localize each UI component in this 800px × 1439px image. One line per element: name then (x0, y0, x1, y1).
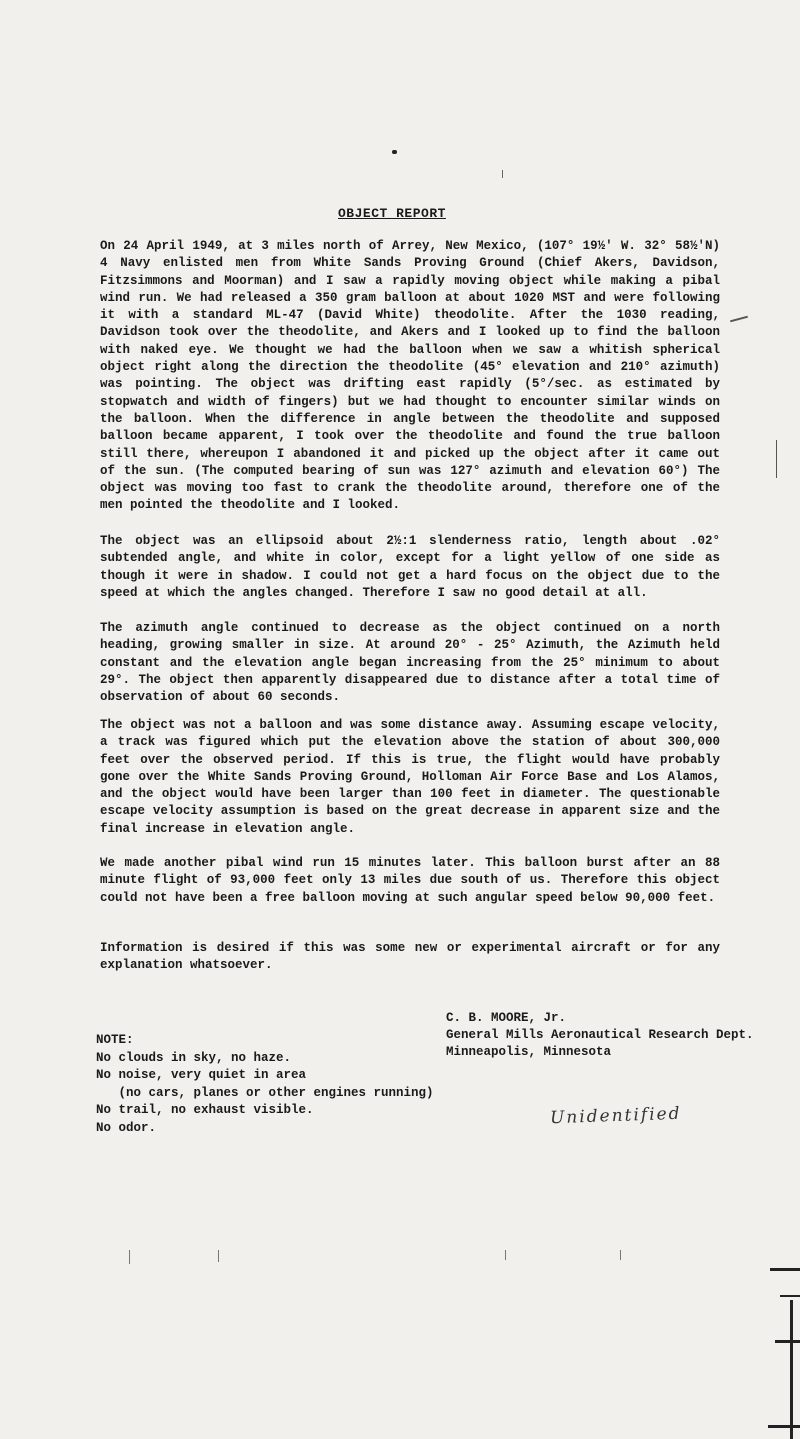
paragraph-request: Information is desired if this was some new or experimental aircraft or for any explanation whatsoever. (100, 941, 720, 973)
scan-edge (790, 1300, 793, 1439)
report-title: OBJECT REPORT (338, 206, 446, 221)
paragraph-description: The object was an ellipsoid about 2½:1 slenderness ratio, length about .02° subtended angle, and white in color, except for a light yellow of one side as though it were in shadow. I could not get a hard focus on the object due to the speed at which the angles changed. Therefore I saw no good detail at all. (100, 534, 720, 600)
notes-block (96, 1032, 434, 1137)
scan-mark (129, 1250, 130, 1264)
paragraph-azimuth: The azimuth angle continued to decrease as the object continued on a north heading, growing smaller in size. At around 20° - 25° Azimuth, the Azimuth held constant and the elevation angle began increasing from the 25° minimum to about 29°. The object then apparently disappeared due to distance after a total time of observation of about 60 seconds. (100, 621, 720, 705)
scan-mark (502, 170, 503, 178)
scan-mark (505, 1250, 506, 1260)
scan-edge (770, 1268, 800, 1271)
note-line: No clouds in sky, no haze. (96, 1050, 292, 1065)
signature-location: Minneapolis, Minnesota (446, 1045, 612, 1059)
scan-mark (392, 150, 397, 154)
scan-mark (620, 1250, 621, 1260)
paragraph-second-run: We made another pibal wind run 15 minutes later. This balloon burst after an 88 minute flight of 93,000 feet only 13 miles due south of us. Therefore this object could not have been a free balloon moving at such angular speed below 90,000 feet. (100, 856, 720, 905)
paragraph-analysis: The object was not a balloon and was some distance away. Assuming escape velocity, a track was figured which put the elevation above the station of about 300,000 feet over the observed period. If this is true, the flight would have probably gone over the White Sands Proving Ground, Holloman Air Force Base and Los Alamos, and the object would have been larger than 100 feet in diameter. The questionable escape velocity assumption is based on the great decrease in apparent size and the final increase in elevation angle. (100, 718, 720, 836)
handwritten-annotation: Unidentified (549, 1103, 682, 1129)
scan-edge (780, 1295, 800, 1297)
note-line: No noise, very quiet in area (96, 1068, 307, 1082)
scan-edge (775, 1340, 800, 1343)
signature-department: General Mills Aeronautical Research Dept. (446, 1028, 754, 1042)
scan-edge (768, 1425, 800, 1428)
scan-mark (730, 316, 748, 323)
notes-heading: NOTE: (96, 1033, 134, 1047)
signature-block (446, 1010, 754, 1061)
note-line: No trail, no exhaust visible. (96, 1103, 314, 1117)
paragraph-sighting: On 24 April 1949, at 3 miles north of Arrey, New Mexico, (107° 19½' W. 32° 58½'N) 4 Navy enlisted men from White Sands Proving Ground (Chief Akers, Davidson, Fitzsimmons and Moorman) and I saw a rapidly moving object while making a pibal wind run. We had released a 350 gram balloon at about 1020 MST and were following it with a standard ML-47 (David White) theodolite. After the 1030 reading, Davidson took over the theodolite, and Akers and I looked up to find the balloon with naked eye. We thought we had the balloon when we saw a whitish spherical object right along the direction the theodolite (45° elevation and 210° azimuth) was pointing. The object was drifting east rapidly (5°/sec. as estimated by stopwatch and width of fingers) but we had thought to encounter similar winds on the balloon. When the difference in angle between the theodolite and supposed balloon became apparent, I took over the theodolite and found the true balloon still there, whereupon I abandoned it and picked up the object after it came out of the sun. (The computed bearing of sun was 127° azimuth and elevation 60°) The object was moving too fast to crank the theodolite around, therefore one of the men pointed the theodolite and I looked. (100, 239, 720, 513)
scan-mark (776, 440, 777, 478)
scan-mark (218, 1250, 219, 1262)
signature-name: C. B. MOORE, Jr. (446, 1011, 567, 1025)
note-line: No odor. (96, 1120, 157, 1135)
note-line: (no cars, planes or other engines running) (96, 1085, 434, 1100)
